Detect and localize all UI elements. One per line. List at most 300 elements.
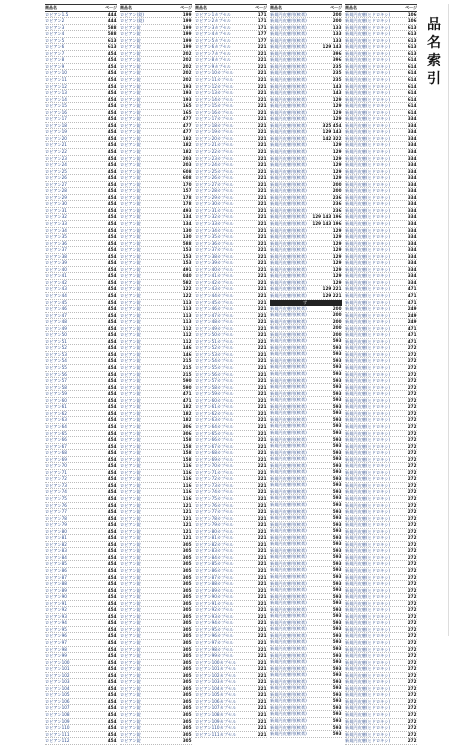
page-number: 305: [182, 712, 192, 718]
page-number: 178: [182, 194, 192, 200]
page-number: 272: [407, 672, 417, 678]
product-name: ロビアン102: [45, 672, 70, 678]
page-number: 454: [107, 175, 117, 181]
product-name: ロビアン106: [45, 698, 70, 704]
page-number: 221: [257, 162, 267, 168]
page-number: 613: [107, 44, 117, 50]
product-name: 新規円皮膚用(軟膏): [270, 488, 307, 494]
page-number: 199: [182, 31, 192, 37]
product-name: ロビアン73カプセル: [195, 482, 234, 488]
page-number: 121: [182, 502, 192, 508]
product-name: ロビアン6カプセル: [195, 44, 231, 50]
product-name: ロビアン78: [45, 515, 67, 521]
page-number: 202: [182, 63, 192, 69]
product-name: ロビアン91: [45, 600, 67, 606]
page-number: 454: [107, 63, 117, 69]
page-number: 221: [257, 502, 267, 508]
page-number: 593: [332, 475, 342, 481]
product-name: 新規円皮膚用(軟膏): [270, 495, 307, 501]
product-name: ロビアン112: [45, 738, 70, 744]
page-number: 444: [107, 18, 117, 24]
product-name: ロビアン14: [45, 96, 67, 102]
page-number: 491: [182, 266, 192, 272]
page-number: 454: [107, 718, 117, 724]
page-number: 221: [257, 135, 267, 141]
product-name: 新規円皮膚(ヒドロキシ): [345, 450, 391, 456]
product-name: ロビアン錠: [120, 325, 141, 331]
page-number: 593: [332, 521, 342, 527]
page-number: 454: [107, 600, 117, 606]
product-name: ロビアン92カプセル: [195, 607, 234, 613]
product-name: 新規円皮膚(ヒドロキシ): [345, 175, 391, 181]
product-name: ロビアン(錠): [120, 18, 145, 24]
product-name: 新規円皮膚用(軟膏): [270, 541, 307, 547]
product-name: ロビアン10カプセル: [195, 70, 234, 76]
page-number: 221: [257, 227, 267, 233]
product-name: 新規円皮膚用(軟膏): [270, 672, 307, 678]
page-number: 454: [107, 554, 117, 560]
page-number: 454: [107, 83, 117, 89]
page-number: 454: [107, 358, 117, 364]
product-name: ロビアン34カプセル: [195, 227, 234, 233]
page-number: 236: [332, 194, 342, 200]
page-number: 305: [182, 666, 192, 672]
page-number: 182: [182, 142, 192, 148]
page-number: 221: [257, 247, 267, 253]
page-number: 129: [332, 155, 342, 161]
page-number: 471: [407, 338, 417, 344]
product-name: 新規円皮膚(ヒドロキシ): [345, 31, 391, 37]
product-name: 新規円皮膚(ヒドロキシ): [345, 613, 391, 619]
product-name: 新規円皮膚用(軟膏): [270, 286, 307, 292]
product-name: ロビアン67カプセル: [195, 443, 234, 449]
page-number: 454: [107, 194, 117, 200]
product-name: 新規円皮膚(ヒドロキシ): [345, 338, 391, 344]
product-name: ロビアン錠: [120, 83, 141, 89]
page-number: 593: [332, 619, 342, 625]
page-number: 305: [182, 567, 192, 573]
page-number: 454: [107, 698, 117, 704]
product-name: 新規円皮膚用(軟膏): [270, 560, 307, 566]
index-column: [45, 4, 117, 744]
page-number: 158: [182, 443, 192, 449]
product-name: 新規円皮膚(ヒドロキシ): [345, 515, 391, 521]
product-name: 新規円皮膚用(軟膏): [270, 482, 307, 488]
product-name: ロビアン錠: [120, 90, 141, 96]
product-name: 新規円皮膚用(軟膏): [270, 221, 307, 226]
index-title-char: 引: [427, 71, 441, 87]
page-number: 334: [407, 181, 417, 187]
page-number: 202: [182, 76, 192, 82]
page-number: 200: [332, 188, 342, 194]
page-number: 454: [107, 371, 117, 377]
page-number: 215: [182, 371, 192, 377]
page-number: 272: [407, 679, 417, 685]
page-number: 272: [407, 345, 417, 351]
page-number: 142 322: [322, 135, 342, 141]
product-name: 新規円皮膚(ヒドロキシ): [345, 600, 391, 606]
page-number: 116: [182, 463, 192, 469]
page-number: 221: [257, 705, 267, 711]
page-number: 454: [107, 384, 117, 390]
product-name: ロビアン97: [45, 640, 67, 645]
product-name: ロビアン錠: [120, 443, 141, 449]
page-number: 113: [182, 299, 192, 305]
product-name: ロビアン98カプセル: [195, 646, 234, 652]
product-name: ロビアン64カプセル: [195, 423, 234, 429]
product-name: 新規円皮膚(ヒドロキシ): [345, 83, 391, 89]
product-name: ロビアン錠: [120, 358, 141, 364]
page-number: 200: [332, 181, 342, 187]
page-number: 454: [107, 613, 117, 619]
page-number: 221: [257, 122, 267, 128]
product-name: 新規円皮膚(ヒドロキシ): [345, 96, 391, 102]
product-name: 新規円皮膚(ヒドロキシ): [345, 44, 391, 50]
page-number: 593: [332, 731, 342, 737]
product-name: ロビアン錠: [120, 725, 141, 731]
page-number: 454: [107, 103, 117, 109]
page-number: 454: [107, 640, 117, 645]
product-name: 新規円皮膚(ヒドロキシ): [345, 417, 391, 423]
page-number: 454: [107, 489, 117, 495]
product-name: 新規円皮膚用(軟膏): [270, 247, 307, 253]
product-name: 新規円皮膚用(軟膏): [270, 685, 307, 691]
page-number: 471: [407, 293, 417, 299]
index-column: [120, 4, 192, 744]
page-number: 129 143: [322, 44, 342, 50]
product-name: ロビアン40: [45, 266, 67, 272]
product-name: 新規円皮膚用(軟膏): [270, 573, 307, 579]
page-number: 334: [407, 135, 417, 141]
page-number: 221: [257, 188, 267, 194]
product-name: ロビアン46カプセル: [195, 306, 234, 312]
page-number: 272: [407, 476, 417, 482]
product-name: ロビアン錠: [120, 437, 141, 443]
page-number: 221: [257, 194, 267, 200]
page-number: 614: [407, 109, 417, 115]
product-name: 新規円皮膚(ヒドロキシ): [345, 522, 391, 528]
page-number: 272: [407, 705, 417, 711]
product-name: 新規円皮膚用(軟膏): [270, 31, 307, 37]
product-name: ロビアン108: [45, 712, 70, 718]
page-number: 221: [257, 613, 267, 619]
page-number: 471: [407, 299, 417, 305]
page-number: 305: [182, 633, 192, 639]
page-number: 396: [332, 50, 342, 56]
page-number: 272: [407, 384, 417, 390]
page-number: 614: [407, 70, 417, 76]
product-name: ロビアン111カプセル: [195, 731, 237, 737]
page-number: 182: [182, 410, 192, 416]
page-number: 454: [107, 574, 117, 580]
page-number: 613: [407, 44, 417, 50]
page-number: 593: [332, 632, 342, 638]
product-name: ロビアン錠: [120, 456, 141, 462]
product-name: 新規円皮膚用(軟膏): [270, 214, 307, 220]
product-name: 新規円皮膚(ヒドロキシ): [345, 738, 391, 744]
product-name: 新規円皮膚用(軟膏): [270, 580, 307, 586]
product-name: 新規円皮膚用(軟膏): [270, 515, 307, 521]
product-name: ロビアン66カプセル: [195, 437, 234, 443]
index-entry: [270, 731, 342, 738]
product-name: ロビアン92: [45, 607, 67, 613]
page-number: 454: [107, 607, 117, 613]
product-name: ロビアン62カプセル: [195, 410, 234, 416]
page-number: 158: [182, 456, 192, 462]
page-number: 221: [257, 626, 267, 632]
product-name: ロビアン48カプセル: [195, 319, 234, 325]
page-number: 593: [332, 685, 342, 691]
product-name: ロビアン77カプセル: [195, 509, 234, 515]
page-number: 334: [407, 253, 417, 259]
product-name: ロビアン18カプセル: [195, 122, 234, 128]
product-name: ロビアン錠: [120, 175, 141, 181]
page-number: 129: [332, 273, 342, 279]
page-number: 121: [182, 509, 192, 515]
page-number: 221: [257, 253, 267, 259]
product-name: 新規円皮膚(ヒドロキシ): [345, 456, 391, 462]
page-number: 305: [182, 613, 192, 619]
product-name: ロビアン77: [45, 509, 67, 515]
product-name: 新規円皮膚(ヒドロキシ): [345, 391, 391, 397]
page-number: 334: [407, 188, 417, 194]
product-name: ロビアン錠: [120, 384, 141, 390]
page-number: 593: [332, 560, 342, 566]
product-name: ロビアン錠: [120, 142, 141, 148]
product-name: 新規円皮膚用(軟膏): [270, 207, 307, 213]
page-number: 454: [107, 96, 117, 102]
product-name: ロビアン錠: [120, 194, 141, 200]
page-number: 305: [182, 574, 192, 580]
page-number: 305: [182, 600, 192, 606]
product-name: ロビアン84: [45, 554, 67, 560]
product-name: ロビアン20: [45, 135, 67, 141]
product-name: 新規円皮膚用(軟膏): [270, 122, 307, 128]
product-name: ロビアン102カプセル: [195, 672, 237, 678]
product-name: 新規円皮膚用(軟膏): [270, 44, 307, 50]
product-name: ロビアン錠: [120, 319, 141, 325]
page-number: 454: [107, 351, 117, 357]
page-number: 272: [407, 685, 417, 691]
product-name: ロビアン20カプセル: [195, 135, 234, 141]
index-title: [424, 16, 444, 88]
product-name: ロビアン錠: [120, 221, 141, 226]
product-name: ロビアン錠: [120, 371, 141, 377]
product-name: 新規円皮膚用(軟膏): [270, 501, 307, 507]
product-name: 新規円皮膚用(軟膏): [270, 410, 307, 416]
product-name: 新規円皮膚用(軟膏): [270, 116, 307, 122]
product-name: ロビアン16カプセル: [195, 109, 234, 115]
page-number: 454: [107, 332, 117, 338]
page-number: 221: [257, 463, 267, 469]
product-name: 新規円皮膚(ヒドロキシ): [345, 423, 391, 429]
product-name: ロビアン錠: [120, 188, 141, 194]
product-name: ロビアン錠: [120, 135, 141, 141]
page-number: 593: [332, 672, 342, 678]
product-name: ロビアン錠: [120, 548, 141, 554]
product-name: 新規円皮膚(ヒドロキシ): [345, 325, 391, 331]
page-number: 221: [257, 260, 267, 266]
page-number: 153: [182, 260, 192, 266]
page-number: 305: [182, 620, 192, 626]
page-number: 221: [257, 273, 267, 279]
product-name: 新規円皮膚用(軟膏): [270, 567, 307, 573]
product-name: ロビアン69: [45, 456, 67, 462]
product-name: ロビアン39: [45, 260, 67, 266]
page-number: 236: [332, 207, 342, 213]
page-number: 396: [332, 57, 342, 63]
page-number: 454: [107, 266, 117, 272]
page-number: 116: [182, 476, 192, 482]
page-number: 454: [107, 594, 117, 600]
page-number: 454: [107, 57, 117, 63]
product-name: 新規円皮膚用(軟膏): [270, 37, 307, 43]
product-name: ロビアン31: [45, 207, 67, 213]
product-name: 新規円皮膚(ヒドロキシ): [345, 476, 391, 482]
page-number: 454: [107, 561, 117, 567]
product-name: 新規円皮膚用(軟膏): [270, 521, 307, 527]
page-number: 272: [407, 502, 417, 508]
product-name: ロビアン錠: [120, 351, 141, 357]
page-number: 221: [257, 561, 267, 567]
page-number: 133: [332, 37, 342, 43]
product-name: 新規円皮膚(ヒドロキシ): [345, 70, 391, 76]
product-name: 新規円皮膚用(軟膏): [270, 639, 307, 645]
page-number: 334: [407, 279, 417, 285]
page-number: 614: [407, 76, 417, 82]
column-header-name: 商品名: [195, 5, 207, 10]
product-name: ロビアン76: [45, 502, 67, 508]
product-name: 新規円皮膚(ヒドロキシ): [345, 633, 391, 639]
page-number: 593: [332, 567, 342, 573]
page-number: 221: [257, 365, 267, 371]
page-number: 193: [182, 96, 192, 102]
product-name: ロビアン103: [45, 679, 70, 685]
page-number: 221: [257, 522, 267, 528]
page-number: 221: [257, 76, 267, 82]
page-number: 221: [257, 725, 267, 731]
product-name: 新規円皮膚用(軟膏): [270, 312, 307, 318]
page-number: 221: [257, 581, 267, 587]
page-number: 221: [257, 607, 267, 613]
product-name: 新規円皮膚用(軟膏): [270, 201, 307, 207]
page-number: 221: [257, 207, 267, 213]
product-name: ロビアン26: [45, 175, 67, 181]
product-name: 新規円皮膚(ヒドロキシ): [345, 463, 391, 469]
page-number: 593: [332, 704, 342, 710]
product-name: ロビアン錠: [120, 207, 141, 213]
page-number: 221: [257, 633, 267, 639]
page-number: 593: [332, 501, 342, 507]
page-number: 593: [332, 371, 342, 377]
product-name: ロビアン錠: [120, 266, 141, 272]
product-name: 新規円皮膚(ヒドロキシ): [345, 168, 391, 174]
page-number: 593: [332, 403, 342, 409]
product-name: ロビアン錠: [120, 332, 141, 338]
page-number: 305: [182, 692, 192, 698]
page-number: 121: [182, 535, 192, 541]
product-name: ロビアン59: [45, 391, 67, 397]
product-name: 新規円皮膚(ヒドロキシ): [345, 181, 391, 187]
product-name: ロビアン錠: [120, 129, 141, 135]
page-number: 221: [257, 201, 267, 207]
product-name: ロビアン37: [45, 247, 67, 253]
product-name: ロビアン58: [45, 384, 67, 390]
page-number: 471: [182, 397, 192, 403]
product-name: ロビアン82カプセル: [195, 541, 234, 547]
product-name: ロビアン35: [45, 234, 67, 240]
page-number: 334: [407, 148, 417, 154]
product-name: ロビアン70カプセル: [195, 463, 234, 469]
product-name: 新規円皮膚(ヒドロキシ): [345, 495, 391, 501]
product-name: 新規円皮膚用(軟膏): [270, 547, 307, 553]
page-number: 193: [182, 83, 192, 89]
product-name: ロビアン23カプセル: [195, 155, 234, 161]
product-name: ロビアン73: [45, 482, 67, 488]
page-number: 593: [332, 718, 342, 724]
page-number: 221: [257, 221, 267, 226]
product-name: ロビアン56: [45, 371, 67, 377]
product-name: 新規円皮膚用(軟膏): [270, 659, 307, 665]
product-name: ロビアン79: [45, 522, 67, 528]
page-number: 454: [107, 168, 117, 174]
page-number: 454: [107, 705, 117, 711]
page-number: 593: [332, 528, 342, 534]
product-name: 新規円皮膚用(軟膏): [270, 600, 307, 606]
page-number: 143: [332, 90, 342, 96]
product-name: ロビアン110: [45, 725, 70, 731]
page-number: 272: [407, 666, 417, 672]
product-name: ロビアン110カプセル: [195, 725, 237, 731]
product-name: ロビアン101: [45, 666, 70, 672]
product-name: ロビアン錠: [120, 705, 141, 711]
page-number: 305: [182, 679, 192, 685]
page-number: 221: [257, 476, 267, 482]
product-name: 新規円皮膚(ヒドロキシ): [345, 371, 391, 377]
page-number: 593: [332, 698, 342, 704]
page-number: 121: [182, 528, 192, 534]
product-name: ロビアン1.5: [45, 11, 69, 17]
page-number: 272: [407, 738, 417, 744]
product-name: 新規円皮膚(ヒドロキシ): [345, 221, 391, 226]
page-number: 454: [107, 253, 117, 259]
product-name: ロビアン90カプセル: [195, 594, 234, 600]
page-number: 202: [182, 50, 192, 56]
page-number: 221: [257, 685, 267, 691]
page-number: 334: [407, 155, 417, 161]
page-number: 305: [182, 731, 192, 737]
page-number: 272: [407, 653, 417, 659]
product-name: 新規円皮膚(ヒドロキシ): [345, 293, 391, 299]
product-name: ロビアン105: [45, 692, 70, 698]
product-name: 新規円皮膚(ヒドロキシ): [345, 443, 391, 449]
product-name: 新規円皮膚用(軟膏): [270, 344, 307, 350]
product-name: 新規円皮膚(ヒドロキシ): [345, 345, 391, 351]
page-number: 221: [257, 129, 267, 135]
product-name: ロビアン54カプセル: [195, 358, 234, 364]
page-number: 454: [107, 234, 117, 240]
page-number: 221: [257, 587, 267, 593]
page-number: 182: [182, 404, 192, 410]
page-number: 454: [107, 581, 117, 587]
product-name: ロビアン103カプセル: [195, 679, 237, 685]
page-number: 305: [182, 581, 192, 587]
product-name: ロビアン錠: [120, 502, 141, 508]
page-number: 199: [182, 44, 192, 50]
page-number: 221: [257, 70, 267, 76]
page-number: 235: [332, 63, 342, 69]
page-number: 454: [107, 679, 117, 685]
